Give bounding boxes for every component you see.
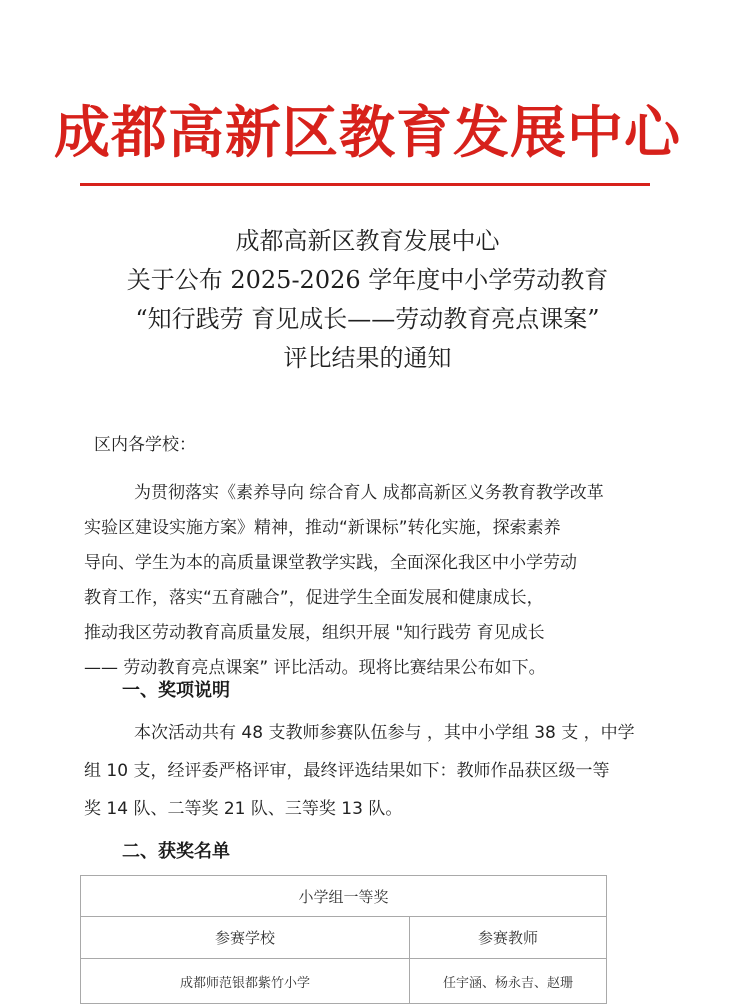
- letterhead-title: 成都高新区教育发展中心: [54, 101, 681, 166]
- table-header-teachers: 参赛教师: [410, 917, 607, 959]
- notice-title-line: 成都高新区教育发展中心: [235, 227, 500, 255]
- winners-table: [80, 875, 607, 1004]
- paragraph-line: 教育工作，落实“五育融合”，促进学生全面发展和健康成长，: [84, 588, 544, 608]
- awards-paragraph: [84, 714, 664, 828]
- paragraph-line: 为贯彻落实《素养导向 综合育人 成都高新区义务教育教学改革: [134, 483, 604, 503]
- paragraph-line: 实验区建设实施方案》精神，推动“新课标”转化实施，探索素养: [84, 518, 561, 538]
- intro-paragraph: [84, 476, 664, 686]
- salutation: 区内各学校：: [94, 435, 196, 455]
- table-title: 小学组一等奖: [81, 876, 607, 917]
- section-heading-winners: 二、获奖名单: [122, 841, 230, 862]
- notice-title-line: 关于公布 2025-2026 学年度中小学劳动教育: [126, 266, 609, 294]
- table-cell-teachers: 任宇涵、杨永吉、赵珊: [410, 959, 607, 1004]
- table-header-school: 参赛学校: [81, 917, 410, 959]
- paragraph-line: 导向、学生为本的高质量课堂教学实践，全面深化我区中小学劳动: [84, 553, 577, 573]
- paragraph-line: 本次活动共有 48 支教师参赛队伍参与 ，其中小学组 38 支 ，中学: [134, 723, 635, 743]
- paragraph-line: —— 劳动教育亮点课案” 评比活动。现将比赛结果公布如下。: [84, 658, 546, 678]
- paragraph-line: 推动我区劳动教育高质量发展，组织开展 "知行践劳 育见成长: [84, 623, 545, 643]
- notice-title-line: “知行践劳 育见成长——劳动教育亮点课案”: [135, 305, 600, 333]
- notice-title: [0, 222, 735, 378]
- table-row: [81, 959, 607, 1004]
- section-heading-awards: 一、奖项说明: [122, 680, 230, 701]
- letterhead-red-rule: [80, 183, 650, 186]
- notice-title-line: 评比结果的通知: [283, 344, 452, 372]
- paragraph-line: 组 10 支，经评委严格评审，最终评选结果如下：教师作品获区级一等: [84, 761, 610, 781]
- paragraph-line: 奖 14 队、二等奖 21 队、三等奖 13 队。: [84, 799, 403, 819]
- table-cell-school: 成都师范银都紫竹小学: [81, 959, 410, 1004]
